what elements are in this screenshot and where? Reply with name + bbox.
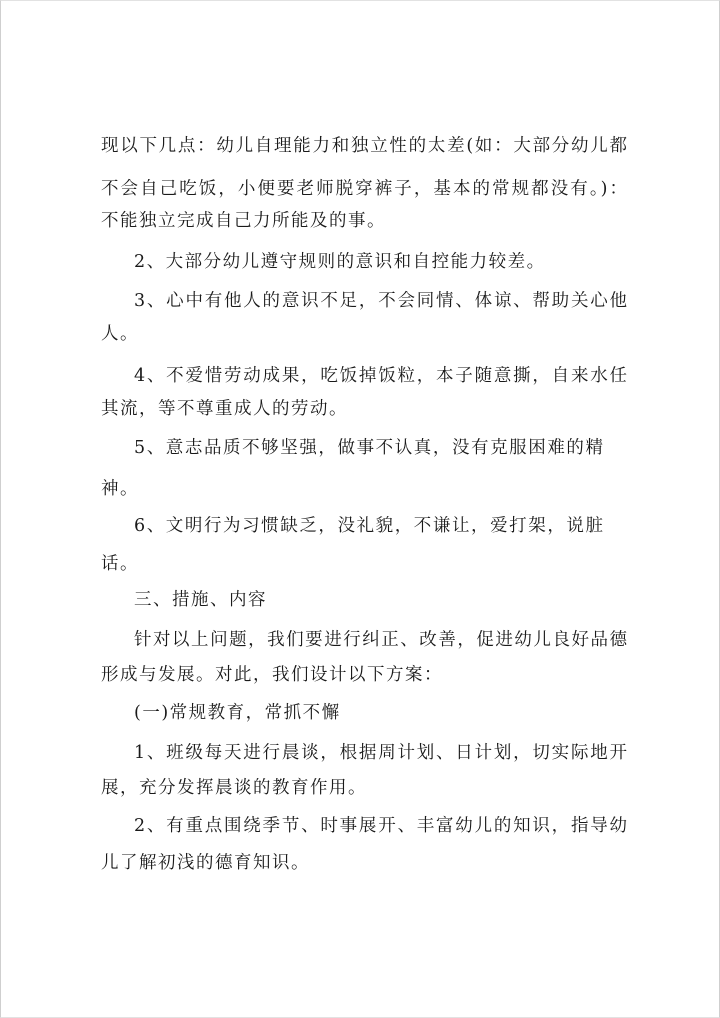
section-heading: 三、措施、内容 <box>134 590 267 610</box>
text-line-9: 5、意志品质不够坚强，做事不认真，没有克服困难的精 <box>134 438 603 458</box>
text-line-4: 2、大部分幼儿遵守规则的意识和自控能力较差。 <box>134 252 546 272</box>
text-line-20: 儿了解初浅的德育知识。 <box>101 853 310 873</box>
text-line-18: 展，充分发挥晨谈的教育作用。 <box>101 778 367 798</box>
subsection-heading: (一)常规教育，常抓不懈 <box>134 703 341 723</box>
text-line-5: 3、心中有他人的意识不足，不会同情、体谅、帮助关心他 <box>134 291 627 311</box>
text-line-10: 神。 <box>101 479 139 499</box>
text-line-17: 1、班级每天进行晨谈，根据周计划、日计划，切实际地开 <box>134 743 627 763</box>
text-line-12: 话。 <box>101 554 139 574</box>
text-line-7: 4、不爱惜劳动成果，吃饭掉饭粒，本子随意撕，自来水任 <box>134 366 627 386</box>
text-line-3: 不能独立完成自己力所能及的事。 <box>101 211 386 231</box>
text-line-14: 针对以上问题，我们要进行纠正、改善，促进幼儿良好品德 <box>134 630 627 650</box>
text-line-1: 现以下几点：幼儿自理能力和独立性的太差(如：大部分幼儿都 <box>101 136 627 156</box>
text-line-8: 其流，等不尊重成人的劳动。 <box>101 399 348 419</box>
text-line-15: 形成与发展。对此，我们设计以下方案： <box>101 665 443 685</box>
text-line-19: 2、有重点围绕季节、时事展开、丰富幼儿的知识，指导幼 <box>134 816 627 836</box>
text-line-6: 人。 <box>101 324 139 344</box>
text-line-11: 6、文明行为习惯缺乏，没礼貌，不谦让，爱打架，说脏 <box>134 516 603 536</box>
text-line-2: 不会自己吃饭，小便要老师脱穿裤子，基本的常规都没有。)： <box>101 179 627 199</box>
